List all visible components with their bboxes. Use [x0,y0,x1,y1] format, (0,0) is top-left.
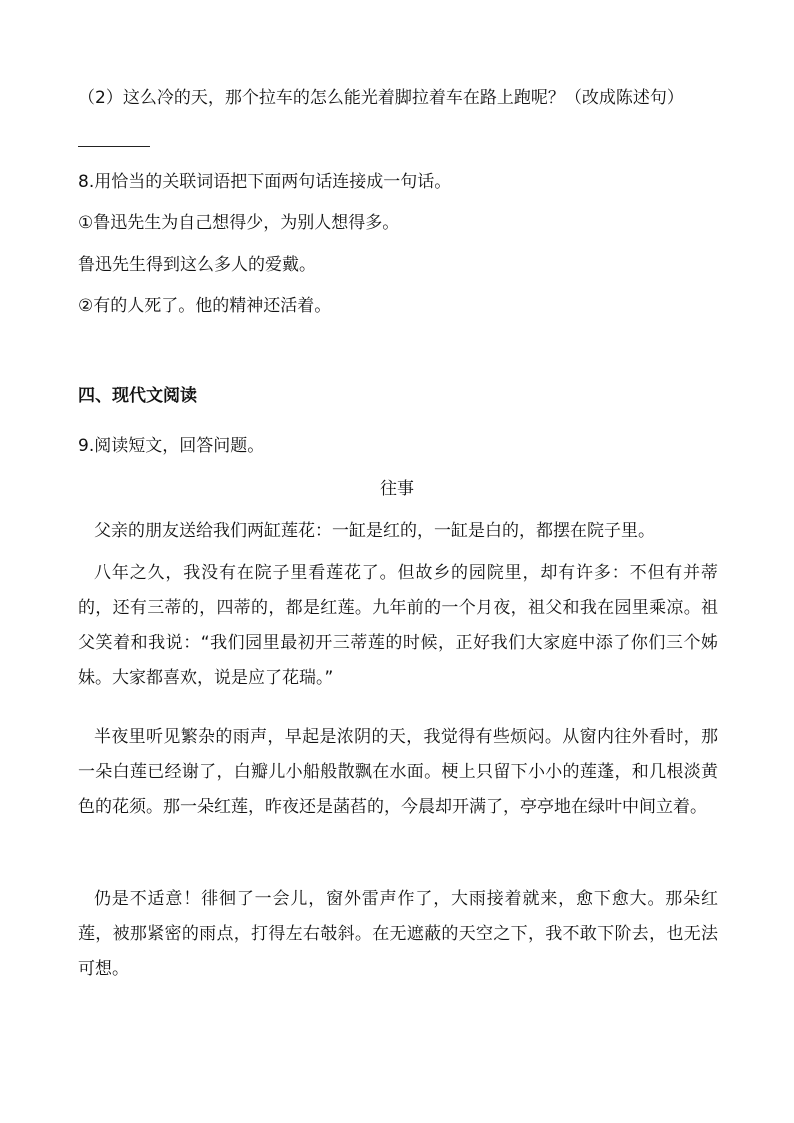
question-8-item-1-continued: 鲁迅先生得到这么多人的爱戴。 [78,255,316,275]
section-heading: 四、现代文阅读 [78,386,197,406]
question-9-prompt: 9.阅读短文，回答问题。 [78,436,265,456]
passage-title: 往事 [380,479,414,499]
answer-blank-line [78,146,150,147]
question-8-item-1: ①鲁迅先生为自己想得少，为别人想得多。 [78,213,400,233]
passage-paragraph-4: 仍是不适意！徘徊了一会儿，窗外雷声作了，大雨接着就来，愈下愈大。那朵红莲，被那紧密的雨点，打得左右攲斜。在无遮蔽的天空之下，我不敢下阶去，也无法可想。 [78,889,718,979]
passage-paragraph-1: 父亲的朋友送给我们两缸莲花：一缸是红的，一缸是白的，都摆在院子里。 [94,521,655,541]
passage-paragraph-2: 八年之久，我没有在院子里看莲花了。但故乡的园院里，却有许多：不但有并蒂的，还有三蒂的，四蒂的，都是红莲。九年前的一个月夜，祖父和我在园里乘凉。祖父笑着和我说：“我们园里最初开三蒂莲的时候，正好我们大家庭中添了你们三个姊妹。大家都喜欢，说是应了花瑞。” [78,563,718,688]
question-8-item-2: ②有的人死了。他的精神还活着。 [78,296,332,316]
passage-paragraph-3: 半夜里听见繁杂的雨声，早起是浓阴的天，我觉得有些烦闷。从窗内往外看时，那一朵白莲已经谢了，白瓣儿小船般散飘在水面。梗上只留下小小的莲蓬，和几根淡黄色的花须。那一朵红莲，昨夜还是菡萏的，今晨却开满了，亭亭地在绿叶中间立着。 [78,727,718,817]
question-8-prompt: 8.用恰当的关联词语把下面两句话连接成一句话。 [78,172,452,192]
question-7-2: （2）这么冷的天，那个拉车的怎么能光着脚拉着车在路上跑呢？（改成陈述句） [78,88,684,108]
